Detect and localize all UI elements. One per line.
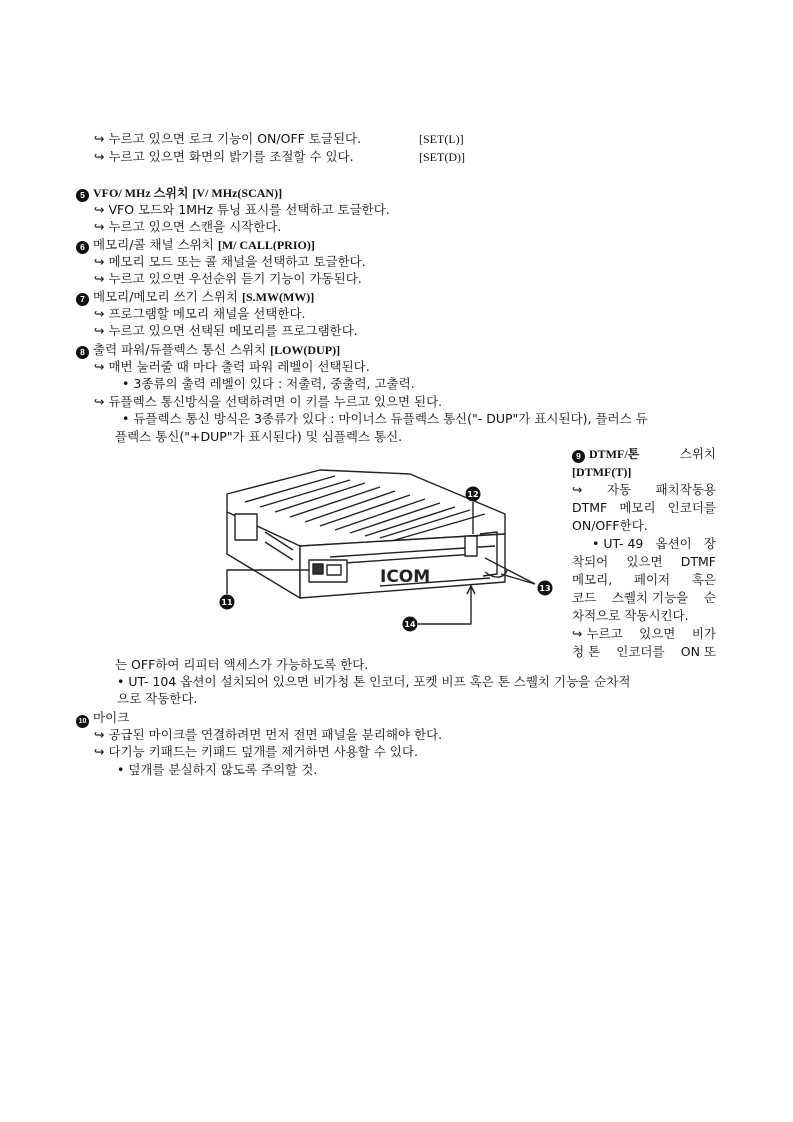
side-line: ↪ 자동 패치작동용	[572, 482, 716, 497]
line-text: 누르고 있으면 로크 기능이 ON/OFF 토글된다.	[108, 131, 362, 146]
key-label: [S.MW(MW)]	[241, 290, 315, 304]
section-7-heading	[76, 289, 314, 306]
line-text: 듀플렉스 통신방식을 선택하려면 이 키를 누르고 있으면 된다.	[108, 394, 443, 409]
section-title: 마이크	[93, 710, 130, 725]
number-5-icon: 5	[76, 189, 89, 202]
sub-bullet-cont: 으로 작동한다.	[117, 691, 198, 706]
bullet-line	[94, 202, 390, 218]
arrow-icon: ↪	[94, 323, 105, 338]
arrow-icon: ↪	[94, 202, 105, 217]
sub-bullet: • 3종류의 출력 레벨이 있다 : 저출력, 중출력, 고출력.	[122, 376, 415, 391]
key-label: [SET(L)]	[419, 132, 464, 146]
section-title: 출력 파워/듀플렉스 통신 스위치	[93, 342, 267, 357]
section-title: 메모리/콜 채널 스위치	[93, 237, 214, 252]
key-label: [M/ CALL(PRIO)]	[217, 238, 315, 252]
side-line: ↪ 누르고 있으면 비가	[572, 626, 716, 641]
key-label: [DTMF(T)]	[572, 465, 632, 479]
callout-14: 14	[404, 620, 416, 629]
arrow-icon: ↪	[94, 271, 105, 286]
line-text: VFO 모드와 1MHz 튜닝 표시를 선택하고 토글한다.	[108, 202, 390, 217]
line-text: 메모리 모드 또는 콜 채널을 선택하고 토글한다.	[108, 254, 366, 269]
arrow-icon: ↪	[94, 306, 105, 321]
section-8-heading	[76, 342, 340, 359]
key-label-row	[572, 463, 716, 481]
sub-bullet: • 덮개를 분실하지 않도록 주의할 것.	[117, 762, 318, 777]
section-5-heading	[76, 185, 282, 202]
callout-12: 12	[467, 490, 479, 499]
section-title: VFO/ MHz 스위치	[93, 186, 189, 200]
bullet-line	[94, 131, 361, 147]
line-text: 다기능 키패드는 키패드 덮개를 제거하면 사용할 수 있다.	[108, 744, 418, 759]
line-text: 누르고 있으면 스캔을 시작한다.	[108, 219, 282, 234]
section-9-cont: 는 OFF하여 리피터 액세스가 가능하도록 한다.	[115, 657, 369, 672]
bullet-line	[94, 149, 354, 165]
bullet-line	[94, 254, 366, 270]
number-7-icon: 7	[76, 293, 89, 306]
section-9-side	[572, 445, 716, 661]
number-9-icon: 9	[572, 450, 585, 463]
bullet-line	[94, 271, 362, 287]
key-label: [V/ MHz(SCAN)]	[192, 186, 283, 200]
side-line: • UT- 49 옵션이 장	[592, 536, 716, 551]
sub-bullet: • 듀플렉스 통신 방식은 3종류가 있다 : 마이너스 듀플렉스 통신("- DUP"가 표시된다), 플러스 듀	[122, 411, 648, 426]
section-title: 메모리/메모리 쓰기 스위치	[93, 289, 238, 304]
key-label: [SET(D)]	[419, 150, 465, 164]
side-line: DTMF 메모리 인코더를	[572, 500, 716, 515]
line-text: 매번 눌러줄 때 마다 출력 파워 레벨이 선택된다.	[108, 359, 370, 374]
line-text: 프로그램할 메모리 채널을 선택한다.	[108, 306, 306, 321]
side-line: 메모리, 페이저 혹은	[572, 572, 716, 587]
side-line: ON/OFF한다.	[572, 518, 648, 533]
side-line: 코드 스퀠치 기능을 순	[572, 590, 716, 605]
brand-label: ICOM	[380, 567, 431, 587]
side-line: 차적으로 작동시킨다.	[572, 608, 689, 623]
arrow-icon: ↪	[94, 149, 105, 164]
bullet-line	[94, 394, 442, 410]
line-text: 누르고 있으면 화면의 밝기를 조절할 수 있다.	[108, 149, 354, 164]
side-line: 착되어 있으면 DTMF	[572, 554, 716, 569]
arrow-icon: ↪	[94, 727, 105, 742]
arrow-icon: ↪	[94, 359, 105, 374]
line-text: 공급된 마이크를 연결하려면 먼저 전면 패널을 분리해야 한다.	[108, 727, 443, 742]
bullet-line	[94, 306, 306, 322]
bullet-line	[94, 323, 358, 339]
arrow-icon: ↪	[94, 131, 105, 146]
side-line: 청 톤 인코더를 ON 또	[572, 644, 716, 659]
section-title-2: 스위치	[679, 446, 716, 461]
key-label: [LOW(DUP)]	[270, 343, 341, 357]
callout-11: 11	[221, 598, 233, 607]
section-9-heading	[572, 445, 716, 463]
line-text: 누르고 있으면 우선순위 듣기 기능이 가동된다.	[108, 271, 362, 286]
bullet-line	[94, 727, 442, 743]
line-text: 누르고 있으면 선택된 메모리를 프로그램한다.	[108, 323, 358, 338]
number-10-icon: 10	[76, 715, 89, 728]
radio-rear-panel-illustration	[205, 462, 560, 634]
callout-13: 13	[539, 584, 551, 593]
number-6-icon: 6	[76, 241, 89, 254]
bullet-line	[94, 219, 281, 235]
section-6-heading	[76, 237, 315, 254]
sub-bullet-cont: 플렉스 통신("+DUP"가 표시된다) 및 심플렉스 통신.	[115, 429, 403, 444]
section-10-heading	[76, 710, 129, 728]
number-8-icon: 8	[76, 346, 89, 359]
sub-bullet: • UT- 104 옵션이 설치되어 있으면 비가청 톤 인코더, 포켓 비프 혹은 톤 스퀠치 기능을 순차적	[117, 674, 631, 689]
arrow-icon: ↪	[94, 254, 105, 269]
bullet-line	[94, 359, 370, 375]
arrow-icon: ↪	[94, 219, 105, 234]
section-title: DTMF/톤	[589, 447, 640, 461]
arrow-icon: ↪	[94, 394, 105, 409]
bullet-line	[94, 744, 418, 760]
arrow-icon: ↪	[94, 744, 105, 759]
